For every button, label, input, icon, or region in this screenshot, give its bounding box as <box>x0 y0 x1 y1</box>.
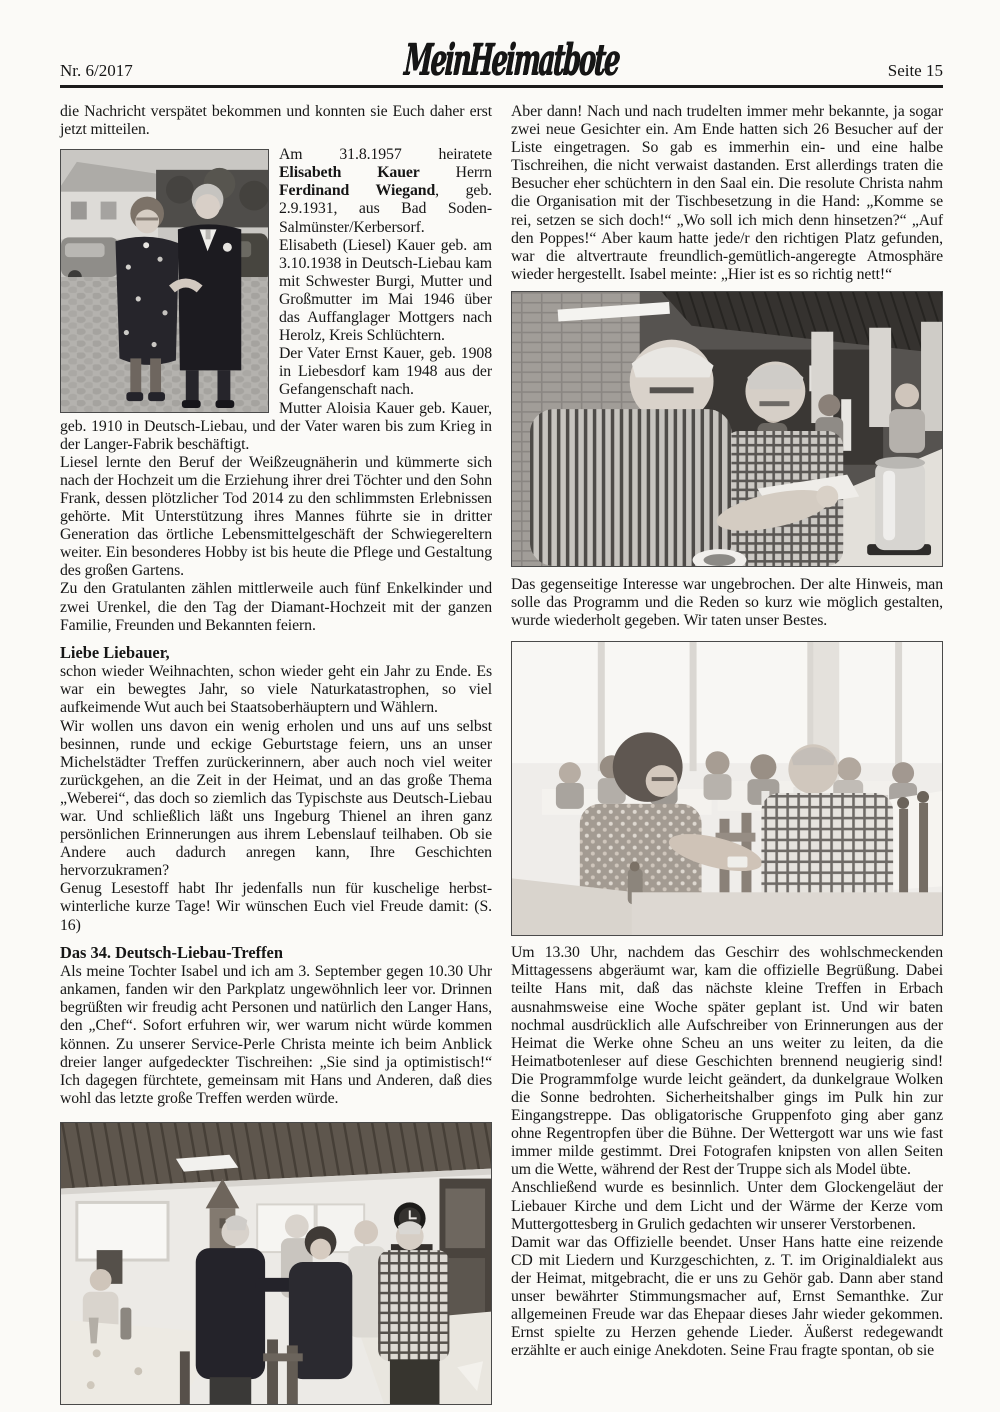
bio-text: Am 31.8.1957 heiratete <box>279 146 492 164</box>
report-paragraph: Anschließend wurde es besinnlich. Unter dem Glockengeläut der Liebauer Kirche und dem Licht und der Wärme der Kerze vom Muttergottesberg in Grulich gedachten wir unserer Verstorbenen. <box>511 1179 943 1233</box>
standing-group-illustration <box>61 1123 491 1404</box>
dining-room-illustration <box>512 642 942 935</box>
bio-text: , geb. 2.9.1931, aus Bad Soden-Salmünster/Kerbersorf. <box>279 182 492 236</box>
groom-name: Ferdinand Wiegand <box>279 182 436 200</box>
bride-name: Elisabeth Kauer <box>279 164 420 182</box>
bio-paragraph: Mutter Aloisia Kauer geb. Kauer, geb. 1910 in Deutsch-Liebau, und der Vater waren bis zum Krieg in der Langer-Fabrik beschäftigt. <box>60 399 492 453</box>
report-paragraph: Um 13.30 Uhr, nachdem das Geschirr des wohlschmeckenden Mittagessens abgeräumt war, kam die offizielle Begrüßung. Dabei teilte Hans mit, daß das nächste kleine Treffen in Erbach ausnahmsweise eine Woche später geplant ist. Und wir baten nochmal ausdrücklich alle Aufschreiber von Erinnerungen aus der Heimat die Werke ohne Scheu an uns weiter zu leiten, da die Heimatbotenleser auf diese Geschichten brennend neugierig sind! Die Programmfolge wurde leicht geändert, da dunkelgraue Wolken die Sonne bedrohten. Sicherheitshalber gings im Pulk hin zur Eingangstreppe. Das obligatorische Gruppenfoto ging aber ganz ohne Regentropfen über die Bühne. Der Wettergott war uns wie fast immer milde gestimmt. Drei Fotografen knipsten von allen Seiten um die Wette, während der Rest der Truppe sich als Model übte. <box>511 944 943 1179</box>
photo-wedding-couple <box>60 149 269 413</box>
photo-standing-group <box>60 1122 492 1405</box>
report-paragraph: Aber dann! Nach und nach trudelten immer mehr bekannte, ja sogar zwei neue Gesichter ein. Am Ende hatten sich 26 Besucher auf der Liste eingetragen. So gab es immerhin ein- und eine halbe Tischreihen, die nicht verwaist dastanden. Erst allerdings traten die Besucher eher schüchtern in den Saal ein. Die resolute Christa nahm die Organisation mit der Tischbesetzung in die Hand: „Komme se rei, setzen se sich doch!“ „Wo soll ich mich denn hinsetzen?“ „Auf den Poppes!“ Aber kaum hatte jede/r den richtigen Platz gefunden, war die altvertraute freundlich-gemütlich-angeregte Atmosphäre wieder hergestellt. Isabel meinte: „Hier ist es so richtig nett!“ <box>511 103 943 283</box>
greeting-paragraph: schon wieder Weihnachten, schon wieder geht ein Jahr zu Ende. Es war ein bewegtes Jahr, so viele Naturkatastrophen, so viel aufkeimende Wut auch bei Staatsoberhäuptern und Wählern. <box>60 663 492 717</box>
right-column <box>511 103 943 1405</box>
greeting-paragraph: Genug Lesestoff habt Ihr jedenfalls nun für kuschelige herbst-winterliche kurze Tage! Wir wünschen Euch viel Freude damit: (S. 16) <box>60 880 492 934</box>
left-column <box>60 103 492 1405</box>
masthead-title: MeinHeimatbote <box>402 34 620 85</box>
treffen-section <box>60 944 492 1108</box>
continuation-paragraph: die Nachricht verspätet bekommen und konnten sie Euch daher erst jetzt mitteilen. <box>60 103 492 139</box>
bio-paragraph: Liesel lernte den Beruf der Weißzeugnäherin und kümmerte sich nach der Hochzeit um die Erziehung ihrer drei Töchter und den Sohn Frank, dessen plötzlicher Tod 2014 zu den schlimmsten Erlebnissen gehörte. Mit Unterstützung ihres Mannes führte sie in dritter Generation das örtliche Lebensmittelgeschäft der Schwiegereltern weiter. Ein besonderes Hobby ist bis heute die Pflege und Gestaltung des großen Gartens. <box>60 453 492 580</box>
page-header <box>60 34 943 88</box>
report-paragraph: Damit war das Offizielle beendet. Unser Hans hatte eine reizende CD mit Liedern und Kurzgeschichten, z. T. im Originaldialekt aus der Heimat, mitgebracht, die er uns zu Gehör gab. Dann aber stand unser bewährter Stimmungsmacher auf, Ernst Semanthke. Zur allgemeinen Freude war das Ehepaar dieses Jahr wieder gekommen. Ernst spielte zu Herzen gehende Lieder. Äußerst redegewandt erzählte er auch einige Anekdoten. Seine Frau fragte spontan, ob sie <box>511 1233 943 1360</box>
treffen-paragraph: Als meine Tochter Isabel und ich am 3. September gegen 10.30 Uhr ankamen, fanden wir den Parkplatz ungewöhnlich leer vor. Drinnen begrüßten wir freudig acht Personen und natürlich den Langer Hans, den „Chef“. Sofort erfuhren wir, wer warum nicht würde kommen können. Zu unserer Service-Perle Christa meinte ich beim Anblick dreier langer aufgedeckter Tischreihen: „Sie sind ja optimistisch!“ Ich dagegen fürchtete, gemeinsam mit Hans und Anderen, daß dies wohl das letzte große Treffen werden würde. <box>60 963 492 1107</box>
men-reading-illustration <box>512 292 942 566</box>
photo-men-reading <box>511 291 943 567</box>
bio-paragraph: Der Vater Ernst Kauer, geb. 1908 in Liebesdorf kam 1948 aus der Gefangenschaft nach. <box>279 345 492 399</box>
section-heading-liebe-liebauer: Liebe Liebauer, <box>60 642 170 662</box>
photo-dining-room <box>511 641 943 936</box>
section-heading-treffen: Das 34. Deutsch-Liebau-Treffen <box>60 942 283 962</box>
report-paragraph: Das gegenseitige Interesse war ungebrochen. Der alte Hinweis, man solle das Programm und die Reden so kurz wie möglich gestalten, wurde wiederholt gegeben. Wir taten unser Bestes. <box>511 575 943 630</box>
issue-number: Nr. 6/2017 <box>60 61 133 80</box>
bio-paragraph: Zu den Gratulanten zählen mittlerweile auch fünf Enkelkinder und zwei Urenkel, die den Tag der Diamant-Hochzeit mit der ganzen Familie, Freunden und Bekannten feiern. <box>60 580 492 634</box>
page-number: Seite 15 <box>887 61 943 80</box>
article-columns <box>60 103 943 1405</box>
greeting-paragraph: Wir wollen uns davon ein wenig erholen und uns auf uns selbst besinnen, runde und eckige Geburtstage feiern, uns an unser Michelstädter Treffen zurückerinnern, aber auch noch viel weiter zurückgehen, an die Zeit in der Heimat, und an das große Thema „Weberei“, das doch so ziemlich das Typischste aus Deutsch-Liebau war. Und schließlich läßt uns Ingeburg Thienel an ihren ganz persönlichen Erinnerungen aus ihrem Lebenslauf teilhaben. Ob sie Andere auch dadurch anregen kann, Ihre Geschichten hervorzukramen? <box>60 717 492 880</box>
anniversary-article <box>60 146 492 635</box>
bio-text: Herrn <box>419 164 492 182</box>
wedding-couple-illustration <box>61 150 268 412</box>
greeting-section <box>60 644 492 935</box>
bio-paragraph: Elisabeth (Liesel) Kauer geb. am 3.10.1938 in Deutsch-Liebau kam mit Schwester Burgi, Mutter und Großmutter im Mai 1946 über das Auffanglager Mottgers nach Herolz, Kreis Schlüchtern. <box>279 236 492 345</box>
